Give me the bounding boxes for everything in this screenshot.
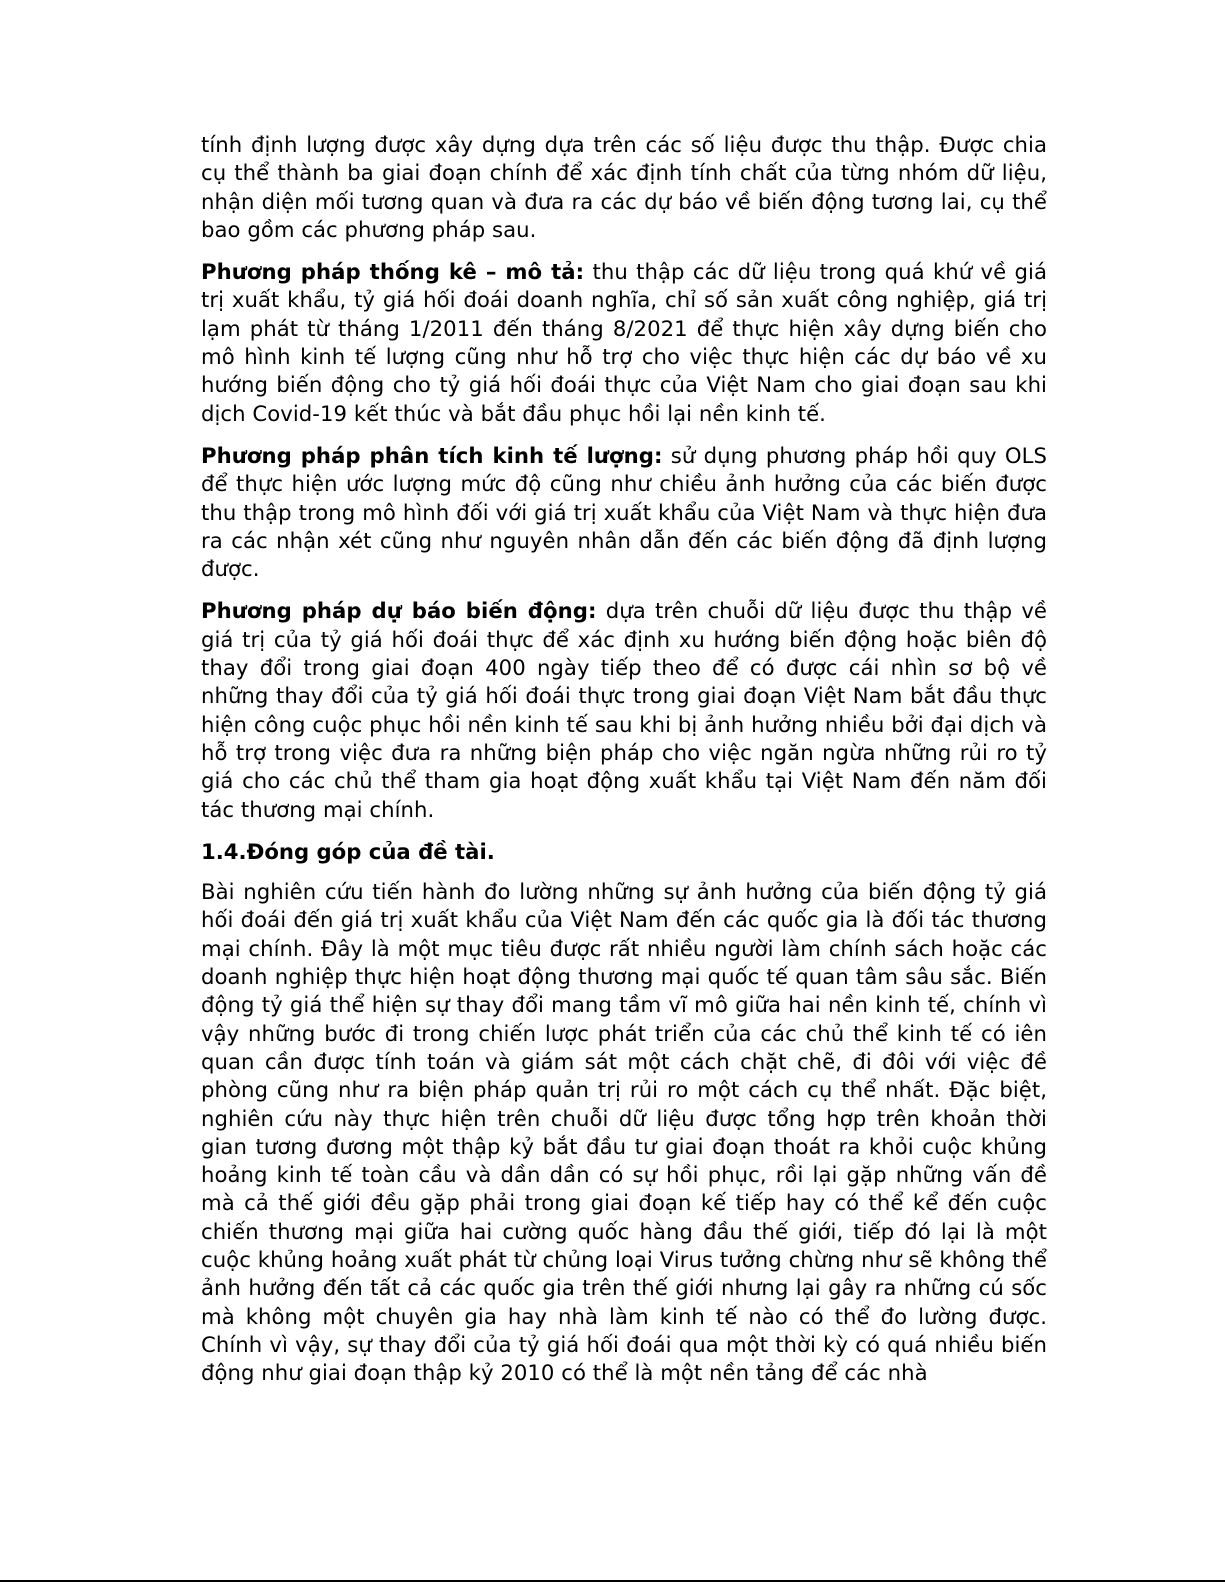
intro-paragraph: tính định lượng được xây dựng dựa trên các số liệu được thu thập. Được chia cụ thể thành ba giai đoạn chính để xác định tính chất của từng nhóm dữ liệu, nhận diện mối tương quan và đưa ra các dự báo về biến động tương lai, cụ thể bao gồm các phương pháp sau. [201,132,1047,242]
method-forecast-lead: Phương pháp dự báo biến động: [201,598,597,624]
method-stats-text: thu thập các dữ liệu trong quá khứ về giá trị xuất khẩu, tỷ giá hối đoái doanh nghĩa, chỉ số sản xuất công nghiệp, giá trị lạm phát từ tháng 1/2011 đến tháng 8/2021 để thực hiện xây dựng biến cho mô hình kinh tế lượng cũng như hỗ trợ cho việc thực hiện các dự báo về xu hướng biến động cho tỷ giá hối đoái thực của Việt Nam cho giai đoạn sau khi dịch Covid-19 kết thúc và bắt đầu phục hồi lại nền kinh tế. [201,259,1047,426]
contribution-paragraph: Bài nghiên cứu tiến hành đo lường những sự ảnh hưởng của biến động tỷ giá hối đoái đến giá trị xuất khẩu của Việt Nam đến các quốc gia là đối tác thương mại chính. Đây là một mục tiêu được rất nhiều người làm chính sách hoặc các doanh nghiệp thực hiện hoạt động thương mại quốc tế quan tâm sâu sắc. Biến động tỷ giá thể hiện sự thay đổi mang tầm vĩ mô giữa hai nền kinh tế, chính vì vậy những bước đi trong chiến lược phát triển của các chủ thể kinh tế có iên quan cần được tính toán và giám sát một cách chặt chẽ, đi đôi với việc đề phòng cũng như ra biện pháp quản trị rủi ro một cách cụ thể nhất. Đặc biệt, nghiên cứu này thực hiện trên chuỗi dữ liệu được tổng hợp trên khoản thời gian tương đương một thập kỷ bắt đầu tư giai đoạn thoát ra khỏi cuộc khủng hoảng kinh tế toàn cầu và dần dần có sự hồi phục, rồi lại gặp những vấn đề mà cả thế giới đều gặp phải trong giai đoạn kế tiếp hay có thể kể đến cuộc chiến thương mại giữa hai cường quốc hàng đầu thế giới, tiếp đó lại là một cuộc khủng hoảng xuất phát từ chủng loại Virus tưởng chừng như sẽ không thể ảnh hưởng đến tất cả các quốc gia trên thế giới nhưng lại gây ra những cú sốc mà không một chuyên gia hay nhà làm kinh tế nào có thể đo lường được. Chính vì vậy, sự thay đổi của tỷ giá hối đoái qua một thời kỳ có quá nhiều biến động như giai đoạn thập kỷ 2010 có thể là một nền tảng để các nhà [201,879,1047,1386]
document-page [201,131,1047,1401]
method-forecast-paragraph [201,597,1047,823]
method-stats-paragraph [201,258,1047,428]
page-bottom-border [0,1580,1225,1582]
method-econometrics-lead: Phương pháp phân tích kinh tế lượng: [201,442,663,468]
method-forecast-text: dựa trên chuỗi dữ liệu được thu thập về giá trị của tỷ giá hối đoái thực để xác định xu hướng biến động hoặc biên độ thay đổi trong giai đoạn 400 ngày tiếp theo để có được cái nhìn sơ bộ về những thay đổi của tỷ giá hối đoái thực trong giai đoạn Việt Nam bắt đầu thực hiện công cuộc phục hồi nền kinh tế sau khi bị ảnh hưởng nhiều bởi đại dịch và hỗ trợ trong việc đưa ra những biện pháp cho việc ngăn ngừa những rủi ro tỷ giá cho các chủ thể tham gia hoạt động xuất khẩu tại Việt Nam đến năm đối tác thương mại chính. [201,598,1047,822]
method-econometrics-text: sử dụng phương pháp hồi quy OLS để thực hiện ước lượng mức độ cũng như chiều ảnh hưởng của các biến được thu thập trong mô hình đối với giá trị xuất khẩu của Việt Nam và thực hiện đưa ra các nhận xét cũng như nguyên nhân dẫn đến các biến động đã định lượng được. [201,442,1048,582]
method-stats-lead: Phương pháp thống kê – mô tả: [201,259,585,285]
section-heading: 1.4.Đóng góp của đề tài. [201,838,495,864]
method-econometrics-paragraph [201,442,1047,583]
